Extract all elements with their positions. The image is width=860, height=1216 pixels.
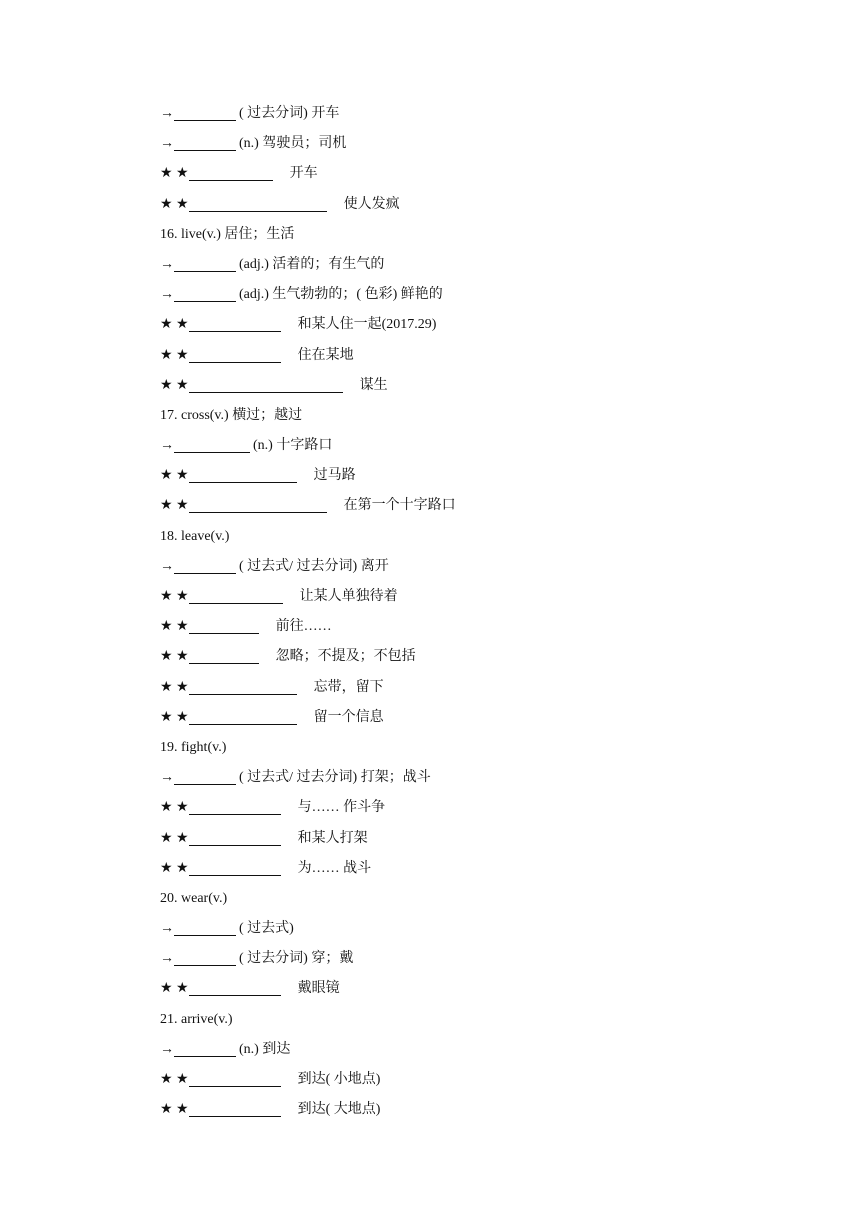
meaning-text: 住在某地 xyxy=(297,347,354,363)
derivative-exercise-line xyxy=(160,768,800,798)
fill-in-blank[interactable] xyxy=(189,678,297,695)
fill-in-blank[interactable] xyxy=(189,859,281,876)
phrase-exercise-line xyxy=(160,376,800,406)
fill-in-blank[interactable] xyxy=(189,829,281,846)
meaning-text: 到达( 小地点) xyxy=(297,1072,381,1087)
phrase-exercise-line xyxy=(160,195,800,225)
arrow-marker: → xyxy=(160,256,174,272)
heading-text: 21. arrive(v.) xyxy=(160,1011,233,1027)
meaning-text: (n.) 到达 xyxy=(239,1041,291,1057)
word-entry-heading xyxy=(160,406,800,436)
star-marker: ★ ★ xyxy=(160,589,189,604)
derivative-exercise-line xyxy=(160,285,800,315)
meaning-text: 使人发疯 xyxy=(343,196,400,212)
arrow-marker: → xyxy=(160,438,174,454)
meaning-text: ( 过去式/ 过去分词) 打架；战斗 xyxy=(239,770,431,786)
phrase-exercise-line xyxy=(160,617,800,647)
meaning-text: 忽略；不提及；不包括 xyxy=(275,649,416,665)
meaning-text: 让某人单独待着 xyxy=(299,589,398,604)
phrase-exercise-line xyxy=(160,164,800,194)
fill-in-blank[interactable] xyxy=(174,436,250,453)
meaning-text: 忘带，留下 xyxy=(313,679,384,695)
star-marker: ★ ★ xyxy=(160,800,189,816)
star-marker: ★ ★ xyxy=(160,709,189,725)
fill-in-blank[interactable] xyxy=(189,346,281,363)
star-marker: ★ ★ xyxy=(160,347,189,363)
word-entry-heading xyxy=(160,889,800,919)
phrase-exercise-line xyxy=(160,1070,800,1100)
arrow-marker: → xyxy=(160,921,174,937)
fill-in-blank[interactable] xyxy=(189,1070,281,1087)
word-entry-heading xyxy=(160,1010,800,1040)
fill-in-blank[interactable] xyxy=(189,708,297,725)
fill-in-blank[interactable] xyxy=(189,979,281,996)
fill-in-blank[interactable] xyxy=(189,376,343,393)
phrase-exercise-line xyxy=(160,859,800,889)
phrase-exercise-line xyxy=(160,678,800,708)
meaning-text: 和某人打架 xyxy=(297,830,368,846)
meaning-text: 谋生 xyxy=(359,377,388,393)
derivative-exercise-line xyxy=(160,949,800,979)
star-marker: ★ ★ xyxy=(160,166,189,182)
fill-in-blank[interactable] xyxy=(189,617,259,634)
star-marker: ★ ★ xyxy=(160,860,189,876)
arrow-marker: → xyxy=(160,951,174,967)
fill-in-blank[interactable] xyxy=(189,315,281,332)
meaning-text: (n.) 十字路口 xyxy=(253,438,333,454)
heading-text: 19. fight(v.) xyxy=(160,739,227,755)
arrow-marker: → xyxy=(160,287,174,303)
star-marker: ★ ★ xyxy=(160,498,189,514)
fill-in-blank[interactable] xyxy=(189,466,297,483)
fill-in-blank[interactable] xyxy=(189,496,327,513)
fill-in-blank[interactable] xyxy=(189,647,259,664)
meaning-text: 到达( 大地点) xyxy=(297,1102,381,1118)
fill-in-blank[interactable] xyxy=(174,1040,236,1057)
fill-in-blank[interactable] xyxy=(174,104,236,121)
star-marker: ★ ★ xyxy=(160,981,189,997)
phrase-exercise-line xyxy=(160,798,800,828)
phrase-exercise-line xyxy=(160,496,800,526)
star-marker: ★ ★ xyxy=(160,196,189,212)
phrase-exercise-line xyxy=(160,647,800,677)
meaning-text: 过马路 xyxy=(313,468,356,484)
fill-in-blank[interactable] xyxy=(189,1100,281,1117)
meaning-text: ( 过去分词) 开车 xyxy=(239,106,340,121)
star-marker: ★ ★ xyxy=(160,468,189,484)
phrase-exercise-line xyxy=(160,466,800,496)
meaning-text: (adj.) 活着的；有生气的 xyxy=(239,256,385,272)
arrow-marker: → xyxy=(160,1041,174,1057)
star-marker: ★ ★ xyxy=(160,830,189,846)
star-marker: ★ ★ xyxy=(160,649,189,665)
arrow-marker: → xyxy=(160,106,174,121)
meaning-text: ( 过去式) xyxy=(239,921,294,937)
fill-in-blank[interactable] xyxy=(174,919,236,936)
phrase-exercise-line xyxy=(160,1100,800,1130)
fill-in-blank[interactable] xyxy=(174,949,236,966)
meaning-text: (adj.) 生气勃勃的；( 色彩) 鲜艳的 xyxy=(239,287,443,303)
phrase-exercise-line xyxy=(160,587,800,617)
fill-in-blank[interactable] xyxy=(174,134,236,151)
arrow-marker: → xyxy=(160,770,174,786)
phrase-exercise-line xyxy=(160,829,800,859)
phrase-exercise-line xyxy=(160,346,800,376)
derivative-exercise-line xyxy=(160,255,800,285)
star-marker: ★ ★ xyxy=(160,1102,189,1118)
heading-text: 20. wear(v.) xyxy=(160,890,228,906)
heading-text: 17. cross(v.) 横过；越过 xyxy=(160,407,303,423)
phrase-exercise-line xyxy=(160,708,800,738)
fill-in-blank[interactable] xyxy=(189,798,281,815)
star-marker: ★ ★ xyxy=(160,619,189,635)
fill-in-blank[interactable] xyxy=(189,587,283,604)
meaning-text: 和某人住一起(2017.29) xyxy=(297,317,437,333)
phrase-exercise-line xyxy=(160,315,800,345)
meaning-text: 与…… 作斗争 xyxy=(297,800,386,816)
arrow-marker: → xyxy=(160,136,174,152)
heading-text: 16. live(v.) 居住；生活 xyxy=(160,226,295,242)
derivative-exercise-line xyxy=(160,919,800,949)
word-entry-heading xyxy=(160,527,800,557)
meaning-text: 开车 xyxy=(289,166,318,182)
derivative-exercise-line xyxy=(160,436,800,466)
star-marker: ★ ★ xyxy=(160,317,189,333)
vocabulary-exercise-list xyxy=(160,104,800,1130)
meaning-text: 戴眼镜 xyxy=(297,981,340,997)
derivative-exercise-line xyxy=(160,557,800,587)
star-marker: ★ ★ xyxy=(160,1072,189,1087)
derivative-exercise-line xyxy=(160,134,800,164)
meaning-text: 为…… 战斗 xyxy=(297,860,372,876)
derivative-exercise-line xyxy=(160,104,800,134)
fill-in-blank[interactable] xyxy=(174,557,236,574)
star-marker: ★ ★ xyxy=(160,377,189,393)
arrow-marker: → xyxy=(160,558,174,574)
fill-in-blank[interactable] xyxy=(189,164,273,181)
word-entry-heading xyxy=(160,225,800,255)
fill-in-blank[interactable] xyxy=(174,768,236,785)
derivative-exercise-line xyxy=(160,1040,800,1070)
meaning-text: ( 过去式/ 过去分词) 离开 xyxy=(239,558,389,574)
meaning-text: (n.) 驾驶员；司机 xyxy=(239,136,347,152)
fill-in-blank[interactable] xyxy=(189,195,327,212)
phrase-exercise-line xyxy=(160,979,800,1009)
fill-in-blank[interactable] xyxy=(174,255,236,272)
meaning-text: ( 过去分词) 穿；戴 xyxy=(239,951,354,967)
star-marker: ★ ★ xyxy=(160,679,189,695)
meaning-text: 前往…… xyxy=(275,619,332,635)
heading-text: 18. leave(v.) xyxy=(160,528,230,544)
meaning-text: 在第一个十字路口 xyxy=(343,498,456,514)
meaning-text: 留一个信息 xyxy=(313,709,384,725)
fill-in-blank[interactable] xyxy=(174,285,236,302)
word-entry-heading xyxy=(160,738,800,768)
